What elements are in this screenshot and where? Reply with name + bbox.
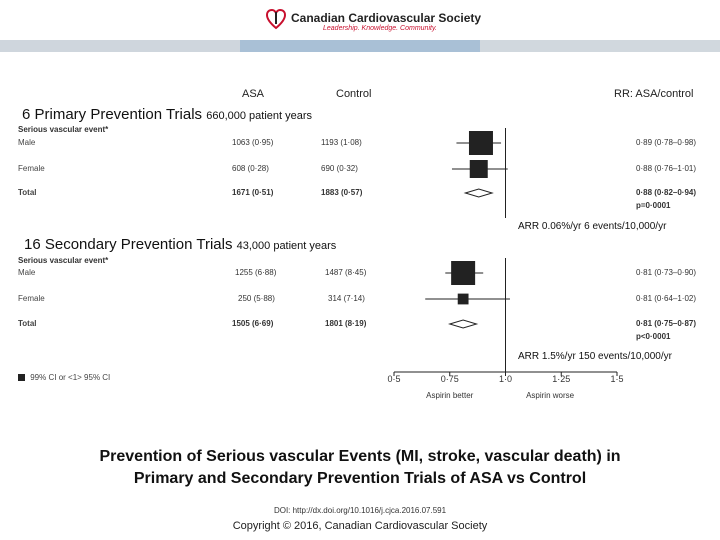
primary-arr: ARR 0.06%/yr 6 events/10,000/yr	[518, 221, 667, 232]
slide-title-line2: Primary and Secondary Prevention Trials of ASA vs Control	[133, 470, 587, 487]
x-tick-label: 0·5	[387, 374, 401, 384]
slide-title	[0, 446, 720, 490]
primary-point-female	[470, 160, 488, 178]
doi: DOI: http://dx.doi.org/10.1016/j.cjca.2016.07.591	[273, 506, 447, 515]
secondary-total-control: 1801 (8·19)	[325, 319, 367, 328]
secondary-point-male	[451, 261, 475, 285]
x-tick-label: 1·0	[498, 374, 513, 384]
secondary-total-rr: 0·81 (0·75–0·87)	[636, 319, 697, 328]
legend-text: 99% CI or <1> 95% CI	[30, 373, 111, 382]
col-control: Control	[336, 88, 372, 100]
secondary-total-diamond	[450, 320, 477, 328]
secondary-female-asa: 250 (5·88)	[238, 294, 275, 303]
secondary-point-female	[458, 294, 469, 305]
primary-row-total: Total	[18, 188, 37, 197]
col-asa: ASA	[242, 88, 265, 100]
primary-row-female: Female	[18, 164, 45, 173]
primary-row-male: Male	[18, 138, 36, 147]
secondary-patient-years: 43,000 patient years	[236, 240, 337, 252]
primary-title: 6 Primary Prevention Trials	[22, 106, 203, 123]
secondary-total-asa: 1505 (6·69)	[232, 319, 274, 328]
org-tagline: Leadership. Knowledge. Community.	[323, 25, 437, 32]
copyright: Copyright © 2016, Canadian Cardiovascular Society	[232, 520, 488, 532]
secondary-male-asa: 1255 (6·88)	[235, 268, 277, 277]
x-tick-label: 1·5	[610, 374, 624, 384]
secondary-arr: ARR 1.5%/yr 150 events/10,000/yr	[518, 351, 672, 362]
secondary-total-p: p<0·0001	[636, 332, 671, 341]
org-name: Canadian Cardiovascular Society	[291, 11, 482, 25]
secondary-row-male: Male	[18, 268, 36, 277]
secondary-female-rr: 0·81 (0·64–1·02)	[636, 294, 697, 303]
secondary-row-female: Female	[18, 294, 45, 303]
primary-patient-years: 660,000 patient years	[206, 110, 313, 122]
primary-male-control: 1193 (1·08)	[321, 138, 362, 147]
col-rr: RR: ASA/control	[614, 88, 694, 100]
slide-title-line1: Prevention of Serious vascular Events (MI, stroke, vascular death) in	[99, 448, 621, 465]
x-tick-label: 0·75	[440, 374, 459, 384]
primary-total-diamond	[465, 189, 492, 197]
primary-total-p: p=0·0001	[636, 201, 671, 210]
xlabel-aspirin-better: Aspirin better	[426, 391, 474, 400]
secondary-female-control: 314 (7·14)	[328, 294, 365, 303]
primary-female-asa: 608 (0·28)	[232, 164, 269, 173]
xlabel-aspirin-worse: Aspirin worse	[526, 391, 575, 400]
secondary-title: 16 Secondary Prevention Trials	[24, 236, 233, 253]
primary-male-asa: 1063 (0·95)	[232, 138, 274, 147]
secondary-male-control: 1487 (8·45)	[325, 268, 367, 277]
primary-male-rr: 0·89 (0·78–0·98)	[636, 138, 697, 147]
secondary-subheading: Serious vascular event*	[18, 256, 109, 265]
primary-female-rr: 0·88 (0·76–1·01)	[636, 164, 697, 173]
primary-total-control: 1883 (0·57)	[321, 188, 363, 197]
primary-total-asa: 1671 (0·51)	[232, 188, 274, 197]
secondary-row-total: Total	[18, 319, 37, 328]
primary-female-control: 690 (0·32)	[321, 164, 358, 173]
primary-subheading: Serious vascular event*	[18, 125, 109, 134]
secondary-male-rr: 0·81 (0·73–0·90)	[636, 268, 697, 277]
primary-total-rr: 0·88 (0·82–0·94)	[636, 188, 697, 197]
x-tick-label: 1·25	[552, 374, 571, 384]
primary-point-male	[469, 131, 493, 155]
